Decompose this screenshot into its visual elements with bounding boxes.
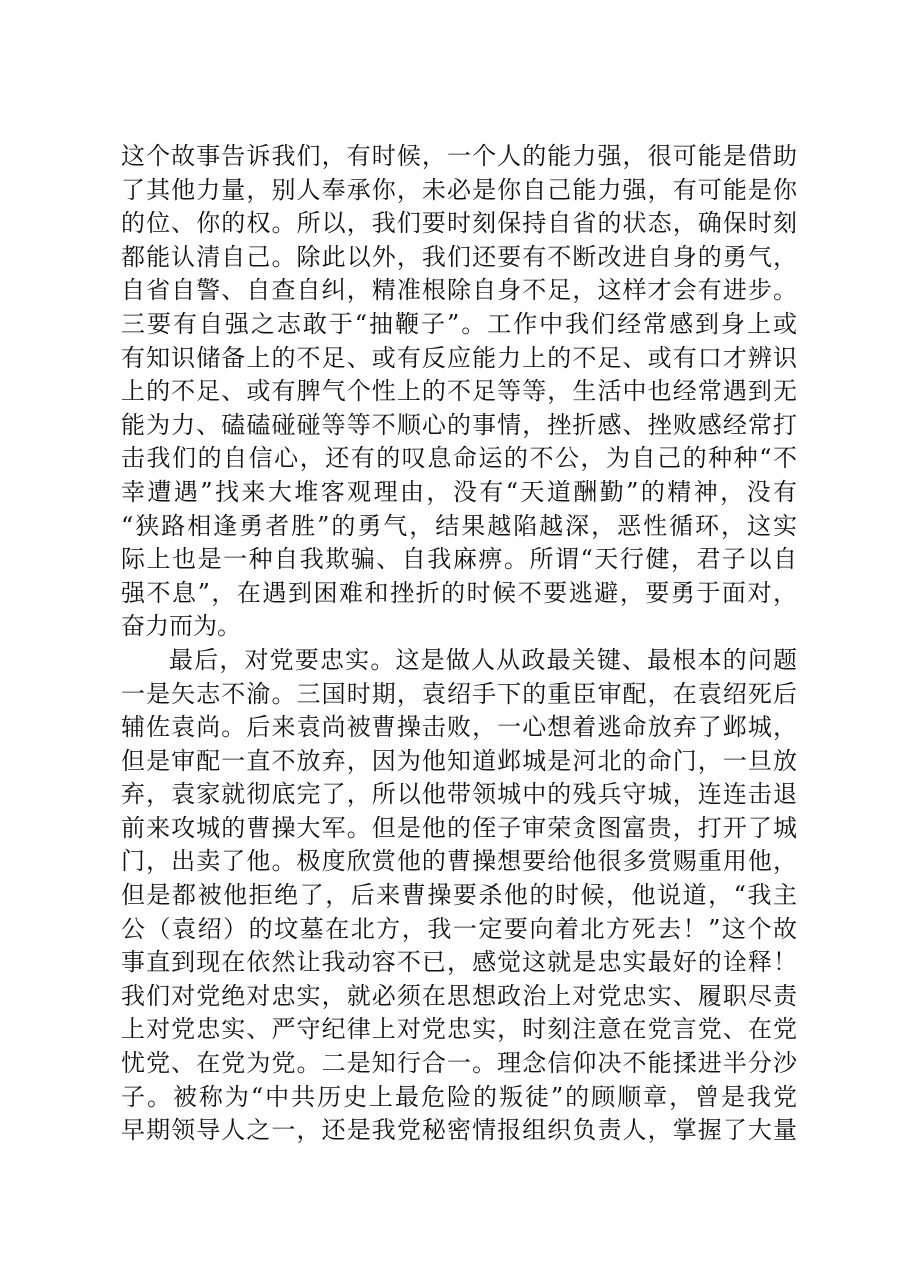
text-line: 忧党、在党为党。二是知行合一。理念信仰决不能揉进半分沙 — [121, 1049, 797, 1078]
text-line: “狭路相逢勇者胜”的勇气，结果越陷越深，恶性循环，这实 — [121, 511, 797, 540]
text-line: 弃，袁家就彻底完了，所以他带领城中的残兵守城，连连击退 — [121, 780, 797, 809]
text-line: 早期领导人之一，还是我党秘密情报组织负责人，掌握了大量 — [121, 1116, 797, 1145]
text-line: 有知识储备上的不足、或有反应能力上的不足、或有口才辨识 — [121, 343, 797, 372]
text-line: 都能认清自己。除此以外，我们还要有不断改进自身的勇气， — [121, 242, 797, 271]
text-line: 了其他力量，别人奉承你，未必是你自己能力强，有可能是你 — [121, 175, 797, 204]
text-line: 强不息”，在遇到困难和挫折的时候不要逃避，要勇于面对， — [121, 578, 797, 607]
paragraph-first-line: 最后，对党要忠实。这是做人从政最关键、最根本的问题 — [169, 645, 797, 674]
text-line: 辅佐袁尚。后来袁尚被曹操击败，一心想着逃命放弃了邺城， — [121, 713, 797, 742]
text-line: 自省自警、自查自纠，精准根除自身不足，这样才会有进步。 — [121, 276, 797, 305]
text-line: 公（袁绍）的坟墓在北方，我一定要向着北方死去！”这个故 — [121, 914, 797, 943]
text-line: 但是审配一直不放弃，因为他知道邺城是河北的命门，一旦放 — [121, 746, 797, 775]
text-line: 但是都被他拒绝了，后来曹操要杀他的时候，他说道，“我主 — [121, 881, 797, 910]
text-line: 上对党忠实、严守纪律上对党忠实，时刻注意在党言党、在党 — [121, 1015, 797, 1044]
text-line: 击我们的自信心，还有的叹息命运的不公，为自己的种种“不 — [121, 444, 797, 473]
text-line: 的位、你的权。所以，我们要时刻保持自省的状态，确保时刻 — [121, 209, 797, 238]
text-line: 能为力、磕磕碰碰等等不顺心的事情，挫折感、挫败感经常打 — [121, 410, 797, 439]
text-line: 事直到现在依然让我动容不已，感觉这就是忠实最好的诠释！ — [121, 948, 797, 977]
text-line: 这个故事告诉我们，有时候，一个人的能力强，很可能是借助 — [121, 142, 797, 170]
text-line: 三要有自强之志敢于“抽鞭子”。工作中我们经常感到身上或 — [121, 309, 797, 338]
paragraph-last-line: 奋力而为。 — [121, 612, 241, 641]
document-body — [121, 140, 797, 1148]
text-line: 门，出卖了他。极度欣赏他的曹操想要给他很多赏赐重用他， — [121, 847, 797, 876]
text-line: 前来攻城的曹操大军。但是他的侄子审荣贪图富贵，打开了城 — [121, 813, 797, 842]
text-line: 上的不足、或有脾气个性上的不足等等，生活中也经常遇到无 — [121, 377, 797, 406]
text-line: 际上也是一种自我欺骗、自我麻痹。所谓“天行健，君子以自 — [121, 545, 797, 574]
text-line: 幸遭遇”找来大堆客观理由，没有“天道酬勤”的精神，没有 — [121, 477, 797, 506]
text-line: 子。被称为“中共历史上最危险的叛徒”的顾顺章，曾是我党 — [121, 1082, 797, 1111]
text-line: 一是矢志不渝。三国时期，袁绍手下的重臣审配，在袁绍死后 — [121, 679, 797, 708]
text-line: 我们对党绝对忠实，就必须在思想政治上对党忠实、履职尽责 — [121, 981, 797, 1010]
